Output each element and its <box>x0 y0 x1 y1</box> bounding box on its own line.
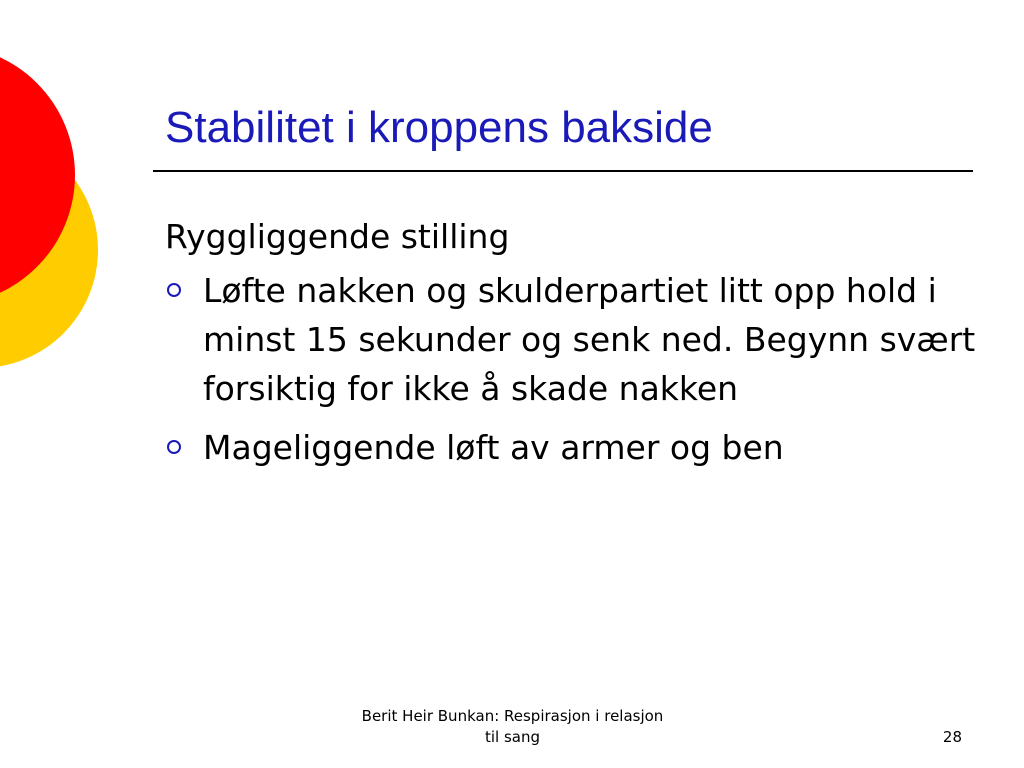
slide-body <box>165 212 985 482</box>
lead-text: Ryggliggende stilling <box>165 217 510 256</box>
bullet-list <box>165 266 985 472</box>
footer-text: Berit Heir Bunkan: Respirasjon i relasjon til sang <box>361 707 664 746</box>
decorative-circles <box>0 0 110 420</box>
bullet-ring-icon <box>167 283 181 297</box>
slide-title: Stabilitet i kroppens bakside <box>165 103 713 152</box>
bullet-item <box>165 266 985 413</box>
bullet-ring-icon <box>167 440 181 454</box>
title-divider <box>153 170 973 172</box>
bullet-text: Mageliggende løft av armer og ben <box>203 428 784 467</box>
bullet-text: Løfte nakken og skulderpartiet litt opp hold i minst 15 sekunder og senk ned. Begynn svært forsiktig for ikke å skade nakken <box>203 271 976 408</box>
bullet-item <box>165 423 985 472</box>
page-number: 28 <box>942 728 962 746</box>
